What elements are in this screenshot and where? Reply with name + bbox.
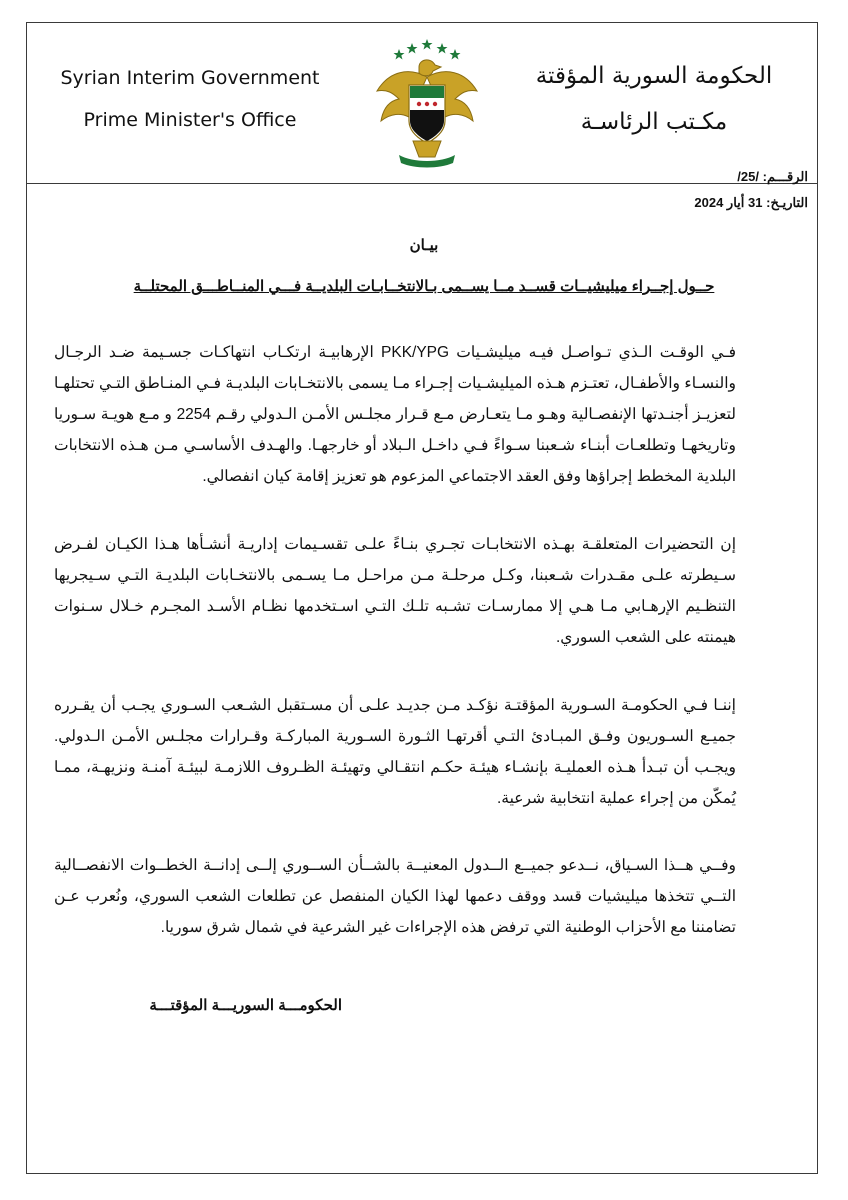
reference-number-label: الرقـــم: <box>762 169 808 184</box>
letterhead <box>27 23 817 184</box>
english-title: Syrian Interim Government <box>60 67 320 89</box>
arabic-title: الحكومة السورية المؤقتة <box>535 63 773 89</box>
date-label: التاريـخ: <box>766 195 808 210</box>
reference-number-row <box>694 164 808 190</box>
english-subtitle: Prime Minister's Office <box>83 109 297 131</box>
signature: الحكومـــة السوريـــة المؤقتـــة <box>149 997 342 1014</box>
paragraph-3: إننـا فـي الحكومـة السـورية المؤقتـة نؤكـد مـن جديـد علـى أن مسـتقبل الشـعب السـوري يجـب أن يقـرره جميـع السـوريون وفـق المبـادئ التـي أقرتهـا الثـورة السـورية المباركـة وقـرارات مجلـس الأمـن الـدولي. ويجـب أن تبـدأ هـذه العمليـة بإنشـاء هيئـة حكـم انتقـالي وتهيئـة الظـروف اللازمـة لبيئـة آمنـة ونزيهـة، ممـا يُمكّن من إجراء عملية انتخابية شرعية. <box>54 697 736 807</box>
date-row <box>694 190 808 216</box>
arabic-subtitle: مكـتب الرئاسـة <box>580 109 728 135</box>
statement-subject: حــول إجــراء ميليشيــات قســد مــا يســمى بـالانتخــابـات البلديــة فـــي المنــاطـــق المحتلــة <box>133 278 715 295</box>
paragraph-1: فـي الوقـت الـذي تـواصـل فيـه ميليشـيات PKK/YPG الإرهابيـة ارتكـاب انتهاكـات جسـيمة ضـد الرجـال والنسـاء والأطفـال، تعتـزم هـذه الميليشـيات إجـراء مـا يسمى بالانتخـابات البلديـة فـي المنـاطق التـي تحتلهـا لتعزيـز أجنـدتها الإنفصـالية وهـو مـا يتعـارض مـع قـرار مجلـس الأمـن الـدولي رقـم 2254 و مـع هويـة سـوريا وتاريخهـا وتطلعـات أبنـاء شـعبنا سـواءً فـي داخـل الـبلاد أو خارجهـا. والهـدف الأساسـي مـن هـذه الانتخابات البلدية المخطط إجراؤها وفق العقد الاجتماعي المزعوم هو تعزيز إقامة كيان انفصالي. <box>54 344 736 485</box>
statement-heading: بيـان <box>409 237 439 254</box>
paragraph-2: إن التحضيرات المتعلقـة بهـذه الانتخابـات تجـري بنـاءً علـى تقسـيمات إداريـة أنشـأها هـذا الكيـان لفـرض سـيطرته علـى مقـدرات شـعبنا، وكـل مرحلـة مـن مراحـل مـا يسـمى بالانتخـابات البلديـة التـي سـيجريها التنظـيم الإرهـابي مـا هـي إلا ممارسـات تشـبه تلـك التـي اسـتخدمها نظـام الأسـد المجـرم خـلال سـنوات هيمنته على الشعب السوري. <box>54 536 736 646</box>
document-meta <box>694 164 808 216</box>
reference-number-value: /25/ <box>737 169 759 184</box>
paragraph-4: وفــي هــذا السـياق، نــدعو جميــع الــدول المعنيــة بالشــأن الســوري إلــى إدانــة الخطــوات الانفصــالية التــي تتخذها ميليشيات قسد ووقف دعمها لهذا الكيان المنفصل عن تطلعات الشعب السوري، ونُعرب عـن تضامننا مع الأحزاب الوطنية التي ترفض هذه الإجراءات غير الشرعية في شمال شرق سوريا. <box>54 857 736 936</box>
eagle-emblem-icon <box>369 37 485 173</box>
date-value: 31 أيار 2024 <box>694 195 763 210</box>
